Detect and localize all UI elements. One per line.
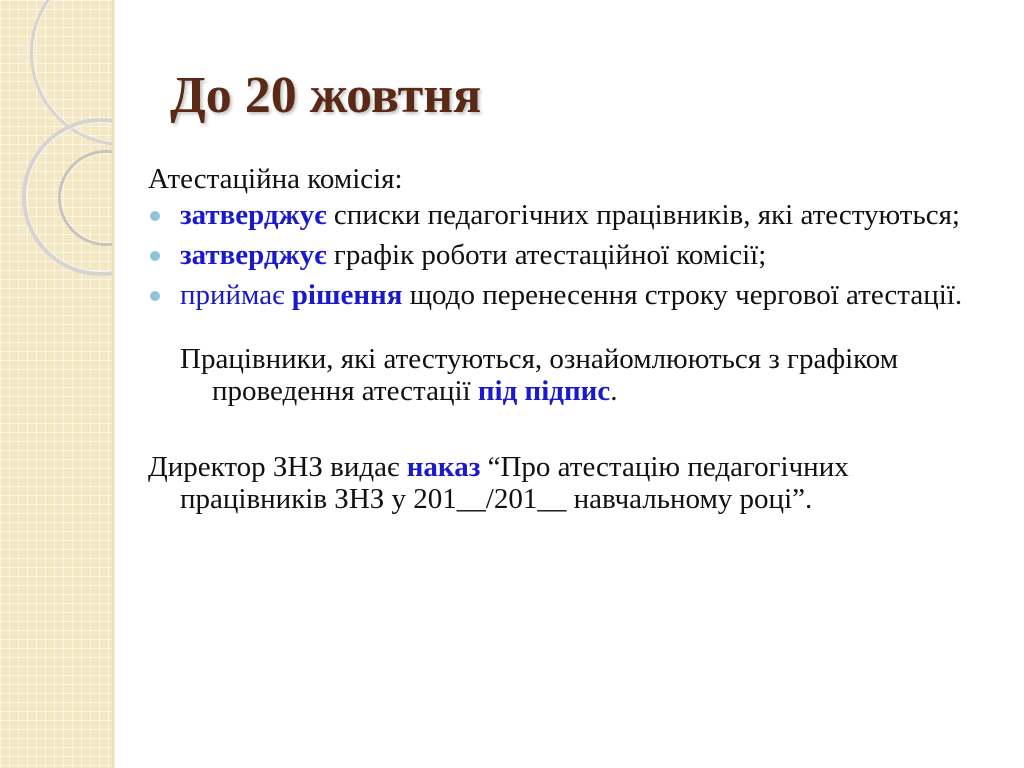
emphasis-verb: затверджує — [180, 199, 327, 231]
workers-text: Працівники, які атестуються, ознайомлюються з графіком проведення атестації — [180, 343, 899, 407]
bullet-item — [148, 199, 978, 231]
emphasis-order: наказ — [406, 451, 481, 483]
strip-edge — [112, 0, 115, 768]
director-paragraph — [148, 451, 978, 515]
workers-end: . — [610, 375, 618, 407]
director-text: Директор ЗНЗ видає — [148, 451, 407, 483]
slide-content — [148, 163, 978, 515]
bullet-dot-icon — [150, 251, 160, 261]
bullet-item — [148, 279, 978, 311]
workers-paragraph — [180, 343, 978, 407]
bullet-item — [148, 239, 978, 271]
emphasis-noun: рішення — [291, 279, 403, 311]
intro-text: Атестаційна комісія: — [148, 163, 403, 195]
bullet-dot-icon — [150, 211, 160, 221]
bullet-text: щодо перенесення строку чергової атестації. — [402, 279, 963, 311]
bullet-text: списки педагогічних працівників, які атестуються; — [326, 199, 960, 231]
slide-title: До 20 жовтня — [170, 67, 482, 124]
emphasis-verb: затверджує — [180, 239, 327, 271]
bullet-dot-icon — [150, 291, 160, 301]
director-rest: “Про атестацію педагогічних працівників ЗНЗ у 201__/201__ навчальному році”. — [180, 451, 849, 515]
emphasis-signature: під підпис — [477, 375, 611, 407]
decorative-side-strip — [0, 0, 112, 768]
emphasis-verb: приймає — [180, 279, 285, 311]
bullet-list — [148, 199, 978, 311]
bullet-text: графік роботи атестаційної комісії; — [326, 239, 767, 271]
